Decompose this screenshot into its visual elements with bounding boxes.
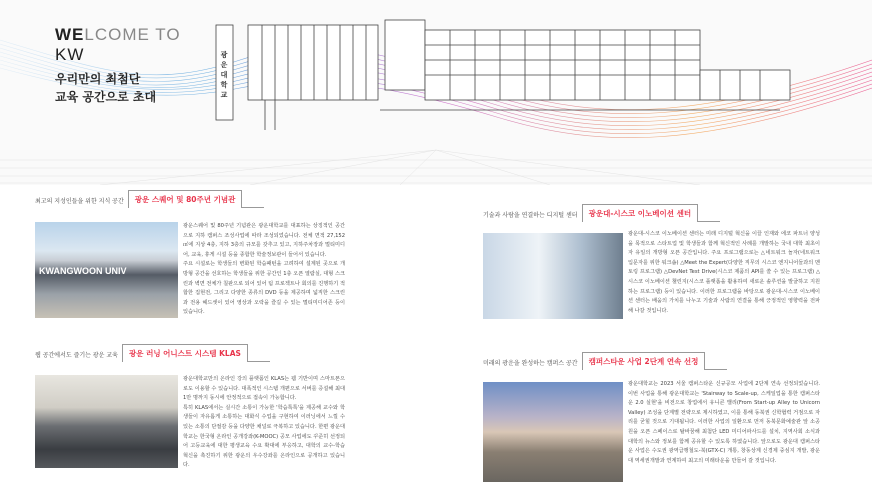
section-body: 광운스퀘어 및 80주년 기념관은 광운대학교를 대표하는 상징적인 공간으로 지하 캠퍼스 조성사업에 따라 조성되었습니다. 전체 면적 27,152㎡에 지상 4층, 지하 3층의 규모를 갖추고 있고, 지하주차장과 멀티미디어, 교육, 휴게 시설 등을 종합한 학술정보관이 들어서 있습니다. 주요 시설로는 학생들의 변화된 학습패턴을 고려하여 설계된 곳으로 개방형 공간을 선호하는 학생들을 위한 공간인 1층 오픈 열람실, 대형 스크린과 벽면 전체가 칠판으로 되어 있어 팀 프로젝트나 회의를 진행하기 적합한 집현전, 그리고 다양한 종류의 DVD 등을 제공하며 넓직한 스크린과 전용 헤드셋이 있어 영상과 오락을 즐길 수 있는 멀티미디어존 등이 있습니다.	[183, 223, 345, 316]
divider	[705, 369, 727, 370]
section-body: 광운대학교만의 온라인 강의 플랫폼인 KLAS는 웹 기반이며 스마트폰으로도 이용할 수 있습니다. 대폭적인 시스템 개편으로 서버를 증설해 최대 1만 명까지 동시에 안정적으로 접속이 가능합니다. 특히 KLAS에서는 실시간 소통이 가능한 '학습톡톡'을 제공해 교수와 학생들이 자유롭게 소통하는 대화식 수업을 구현하여 이러닝에서 느낄 수 있는 소통의 단절감 등을 다양한 채널로 극복하고 있습니다. 한편 광운대학교는 한국형 온라인 공개강좌(K-MOOC) 공모 사업에도 꾸준히 선정되어 고등교육에 대한 평생교육 수요 확대에 부응하고, 대학의 교수-학습 혁신을 촉진하기 위한 광운의 우수강좌를 온라인으로 공개하고 있습니다.	[183, 376, 345, 469]
section-title: 광운대-시스코 이노베이션 센터	[582, 204, 699, 222]
welcome-heading: WELCOME TO KW	[55, 25, 181, 64]
section-kicker: 웹 공간에서도 즐기는 광운 교육	[35, 352, 118, 359]
divider	[248, 361, 270, 362]
cisco-center-photo	[483, 233, 623, 319]
hero-banner	[0, 0, 872, 185]
divider	[698, 221, 720, 222]
computer-lab-photo	[35, 375, 178, 468]
section-header-campustown	[483, 352, 727, 370]
section-header-cisco	[483, 204, 720, 222]
section-body: 광운대-시스코 이노베이션 센터는 미래 디지털 혁신을 이끌 인재와 에코 파트너 양성을 목적으로 스타트업 및 학생들과 함께 혁신적인 사례를 개발하는 국내 대학 최초이자 유일의 개방형 오픈 공간입니다. 주요 프로그램으로는 △네트워크 놀자(네트워크 입문자를 위한 워크숍) △Meet the Expert(다양한 직무의 시스코 엔지니어들과의 멘토링 프로그램) △DevNet Test Drive(시스코 제품의 API를 쓸 수 있는 프로그램) △시스코 이노베이션 챌린지(시스코 플랫폼을 활용하여 새로운 솔루션을 발굴하고 지원하는 프로그램) 등이 있습니다. 이러한 프로그램을 바탕으로 광운대-시스코 이노베이션 센터는 배움의 가치를 나누고 기술과 사람의 연결을 통해 긍정적인 영향력을 전파해 나갈 것입니다.	[628, 231, 820, 314]
section-kicker: 미래의 광운을 완성하는 캠퍼스 공간	[483, 360, 578, 367]
section-kicker: 최고의 지성인들을 위한 지식 공간	[35, 198, 124, 205]
campus-aerial-photo	[483, 382, 623, 482]
section-title: 광운 스퀘어 및 80주년 기념관	[128, 190, 243, 208]
tower-signage: 광운대학교	[220, 51, 228, 99]
building-outline	[216, 20, 790, 130]
divider	[242, 207, 264, 208]
banner-subtitle: 우리만의 최첨단 교육 공간으로 초대	[55, 72, 157, 104]
section-header-klas	[35, 344, 270, 362]
section-title: 광운 러닝 어니스트 시스템 KLAS	[122, 344, 248, 362]
section-kicker: 기술과 사람을 연결하는 디지털 센터	[483, 212, 578, 219]
section-header-kw-square	[35, 190, 264, 208]
kw-square-photo: KWANGWOON UNIV	[35, 222, 178, 318]
perspective-grid	[0, 150, 872, 185]
section-title: 캠퍼스타운 사업 2단계 연속 선정	[582, 352, 706, 370]
section-body: 광운대학교는 2023 서울 캠퍼스타운 신규공모 사업에 2단계 연속 선정되었습니다. 이번 사업을 통해 광운대학교는 'Stairway to Scale-up, 스케일업을 통한 캠퍼스타운 2.0 실현'을 비전으로 창업에서 유니콘 밸리(From Start-up Alley to Unicorn Valley) 조성을 단계별 전략으로 제시하였고, 이를 통해 동북권 신학협력 거점으로 자리를 굳힐 것으로 기대됩니다. 이러한 사업의 일환으로 먼저 동북문화예술관 앞 소공원을 오픈 스페이스로 탈바꿈해 최첨단 LED 미디어파사드를 설치, 지역사회 소식과 대학의 뉴스와 정보를 함께 공유할 수 있도록 하였습니다. 앞으로도 광운대 캠퍼스타운 사업은 수도권 광역급행철도-북(GTX-C) 개통, 창동상계 신경제 중심지 개발, 광운대 역세권개발과 연계하여 최고의 미래타운을 만들어 갈 것입니다.	[628, 381, 820, 464]
